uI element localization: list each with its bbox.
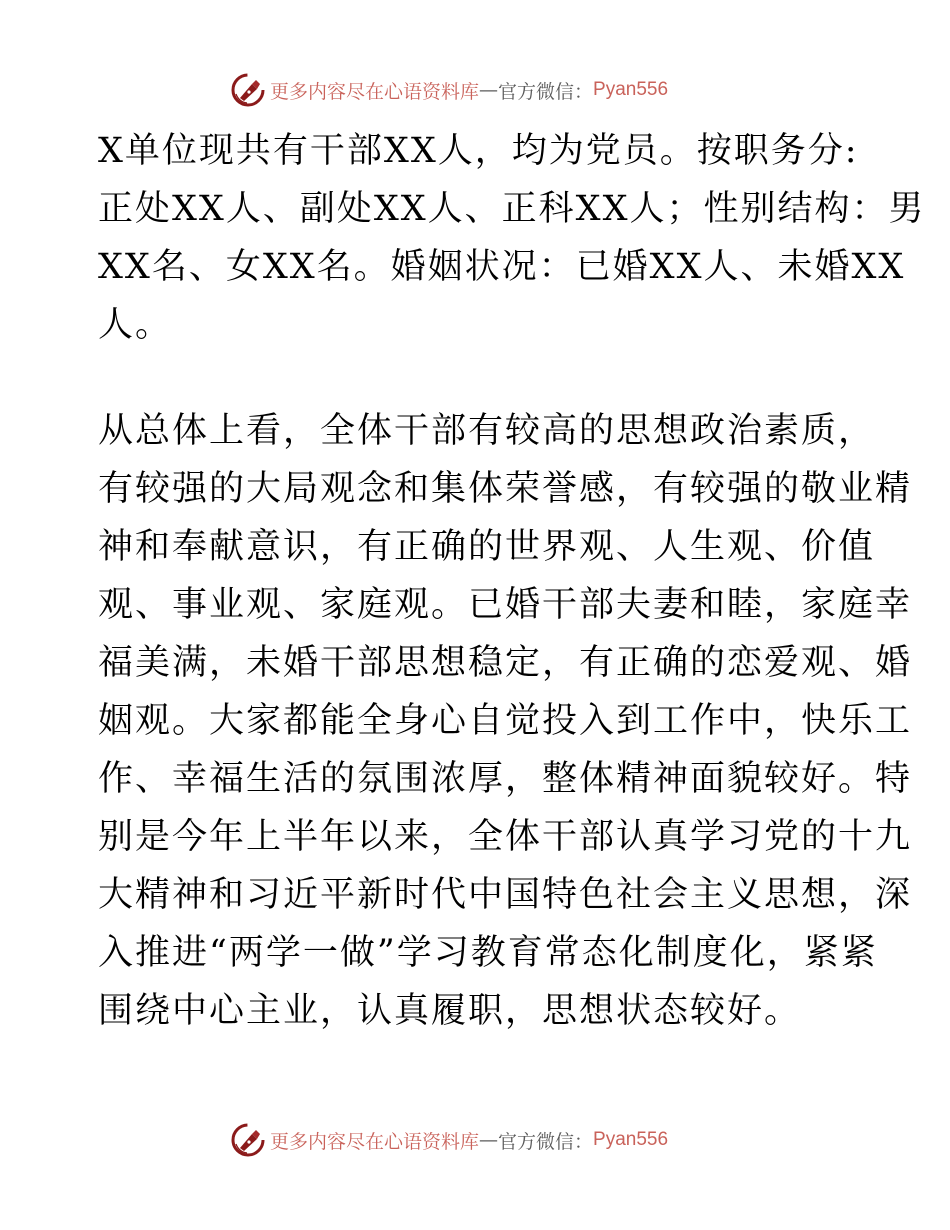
watermark-wechat-id: Pyan556 [593,79,669,100]
paragraph-2 [98,402,913,1040]
text-line: 别是今年上半年以来，全体干部认真学习党的十九 [98,817,913,857]
text-line: 姻观。大家都能全身心自觉投入到工作中，快乐工 [98,701,913,741]
text-line: 作、幸福生活的氛围浓厚，整体精神面貌较好。特 [98,759,913,799]
watermark-official-label: 官方微信： [498,1130,594,1153]
paragraph-spacer [98,354,858,402]
pen-nib-circle-logo-icon [230,72,266,108]
text-line: 大精神和习近平新时代中国特色社会主义思想，深 [98,875,913,915]
footer-watermark [230,1120,710,1160]
text-line: XX名、女XX名。婚姻状况：已婚XX人、未婚XX [98,247,906,287]
watermark-dash: — [479,1129,499,1151]
text-line: X单位现共有干部XX人，均为党员。按职务分: [98,131,859,171]
text-line: 福美满，未婚干部思想稳定，有正确的恋爱观、婚 [98,643,913,683]
text-line: 人。 [98,305,173,345]
watermark-dash: — [479,79,499,101]
watermark-site-text: 更多内容尽在心语资料库 [270,1130,480,1153]
watermark-official-label: 官方微信： [498,80,594,103]
watermark-site-text: 更多内容尽在心语资料库 [270,80,480,103]
text-line: 观、事业观、家庭观。已婚干部夫妻和睦，家庭幸 [98,585,913,625]
text-line: 有较强的大局观念和集体荣誉感，有较强的敬业精 [98,469,913,509]
header-watermark [230,70,710,110]
document-body [98,122,926,1040]
text-line: 从总体上看，全体干部有较高的思想政治素质， [98,411,876,451]
text-line: 入推进“两学一做”学习教育常态化制度化，紧紧 [98,933,878,973]
paragraph-1 [98,122,926,354]
text-line: 围绕中心主业，认真履职，思想状态较好。 [98,991,802,1031]
text-line: 神和奉献意识，有正确的世界观、人生观、价值 [98,527,876,567]
watermark-wechat-id: Pyan556 [593,1129,669,1150]
text-line: 正处XX人、副处XX人、正科XX人；性别结构：男 [98,189,926,229]
pen-nib-circle-logo-icon [230,1122,266,1158]
